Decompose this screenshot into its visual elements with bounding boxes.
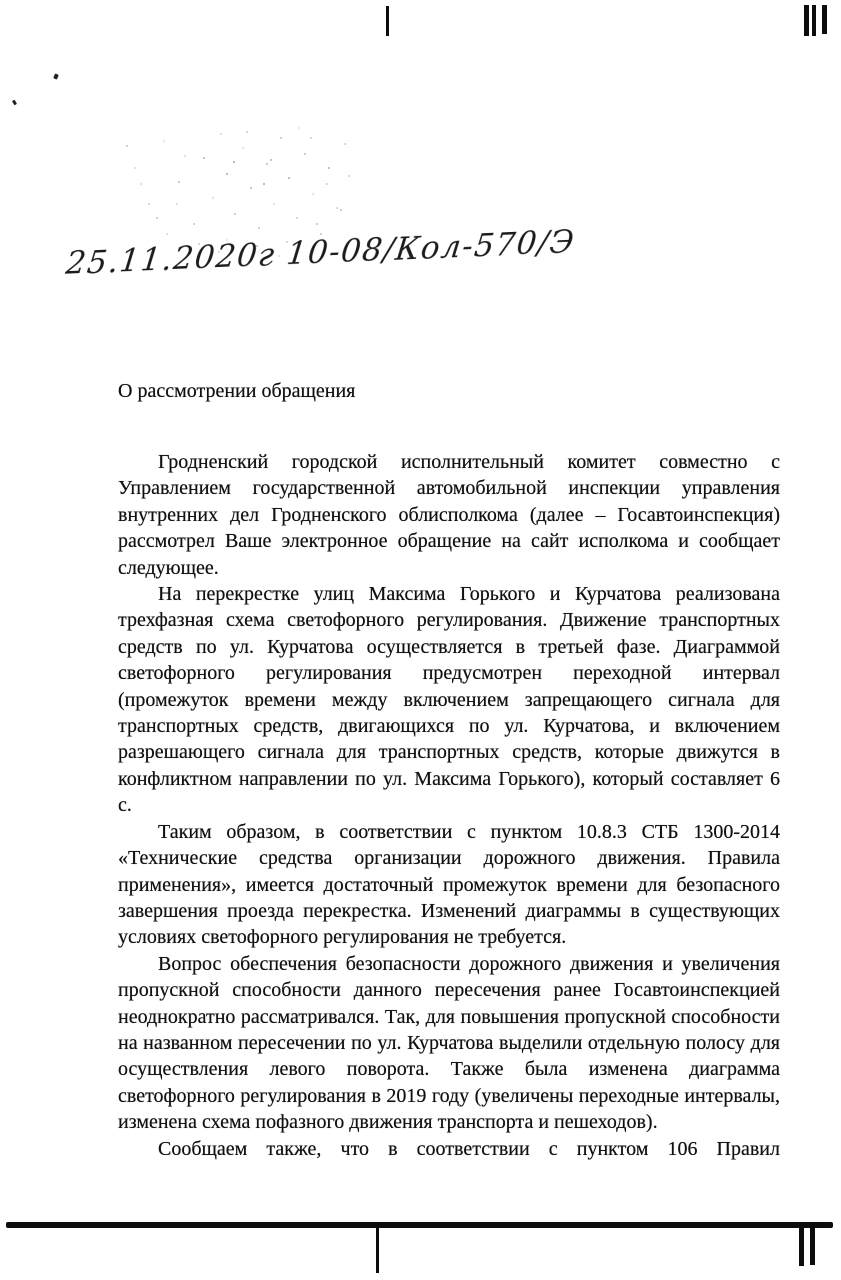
scan-speck: [53, 73, 59, 79]
paragraph-intro: Гродненский городской исполнительный комитет совместно с Управлением государственной автомобильной инспекции управления внутренних дел Гродненского облисполкома (далее – Госавтоинспекция) рассмотрел Ваше электронное обращение на сайт исполкома и сообщает следующее.: [118, 451, 780, 579]
scan-artifact-bar: [799, 1228, 804, 1266]
scan-speck: [12, 100, 17, 106]
scan-artifact-bar: [804, 5, 809, 36]
stamp-smudge-artifact: [108, 115, 110, 117]
scan-artifact-top-right-bars: [804, 5, 828, 36]
paragraph-intersection-scheme: На перекрестке улиц Максима Горького и Курчатова реализована трехфазная схема светофорного регулирования. Движение транспортных средств по ул. Курчатова осуществляется в третьей фазе. Диаграммой светофорного регулирования предусмотрен переходной интервал (промежуток времени между включением запрещающего сигнала для транспортных средств, двигающихся по ул. Курчатова, и включением разрешающего сигнала для транспортных средств, которые движутся в конфликтном направлении по ул. Максима Горького), который составляет 6 с.: [118, 583, 780, 817]
letter-subject: О рассмотрении обращения: [118, 380, 356, 402]
scan-artifact-top-center-line: [386, 6, 389, 36]
scan-artifact-bar: [822, 5, 827, 34]
letter-paragraphs: [118, 449, 780, 1162]
scan-artifact-bar: [812, 5, 816, 36]
letter-body: [118, 378, 780, 1162]
paragraph-safety-history: Вопрос обеспечения безопасности дорожного движения и увеличения пропускной способности данного пересечения ранее Госавтоинспекцией неоднократно рассматривался. Так, для повышения пропускной способности на названном пересечении по ул. Курчатова выделили отдельную полосу для осуществления левого поворота. Также была изменена диаграмма светофорного регулирования в 2019 году (увеличены переходные интервалы, изменена схема пофазного движения транспорта и пешеходов).: [118, 952, 780, 1134]
handwritten-registration-number: 25.11.2020г 10-08/Кол-570/Э: [63, 223, 578, 283]
scan-artifact-bottom-bar: [6, 1222, 833, 1228]
paragraph-standard-conclusion: Таким образом, в соответствии с пунктом 10.8.3 СТБ 1300-2014 «Технические средства организации дорожного движения. Правила применения», имеется достаточный промежуток времени для безопасного завершения проезда перекрестка. Изменений диаграммы в существующих условиях светофорного регулирования не требуется.: [118, 820, 780, 949]
scan-artifact-bottom-center-line: [376, 1228, 379, 1273]
paragraph-rules-continued: Сообщаем также, что в соответствии с пунктом 106 Правил: [158, 1137, 780, 1160]
scan-artifact-bottom-right-bars: [799, 1228, 817, 1266]
scan-artifact-bar: [810, 1228, 815, 1265]
